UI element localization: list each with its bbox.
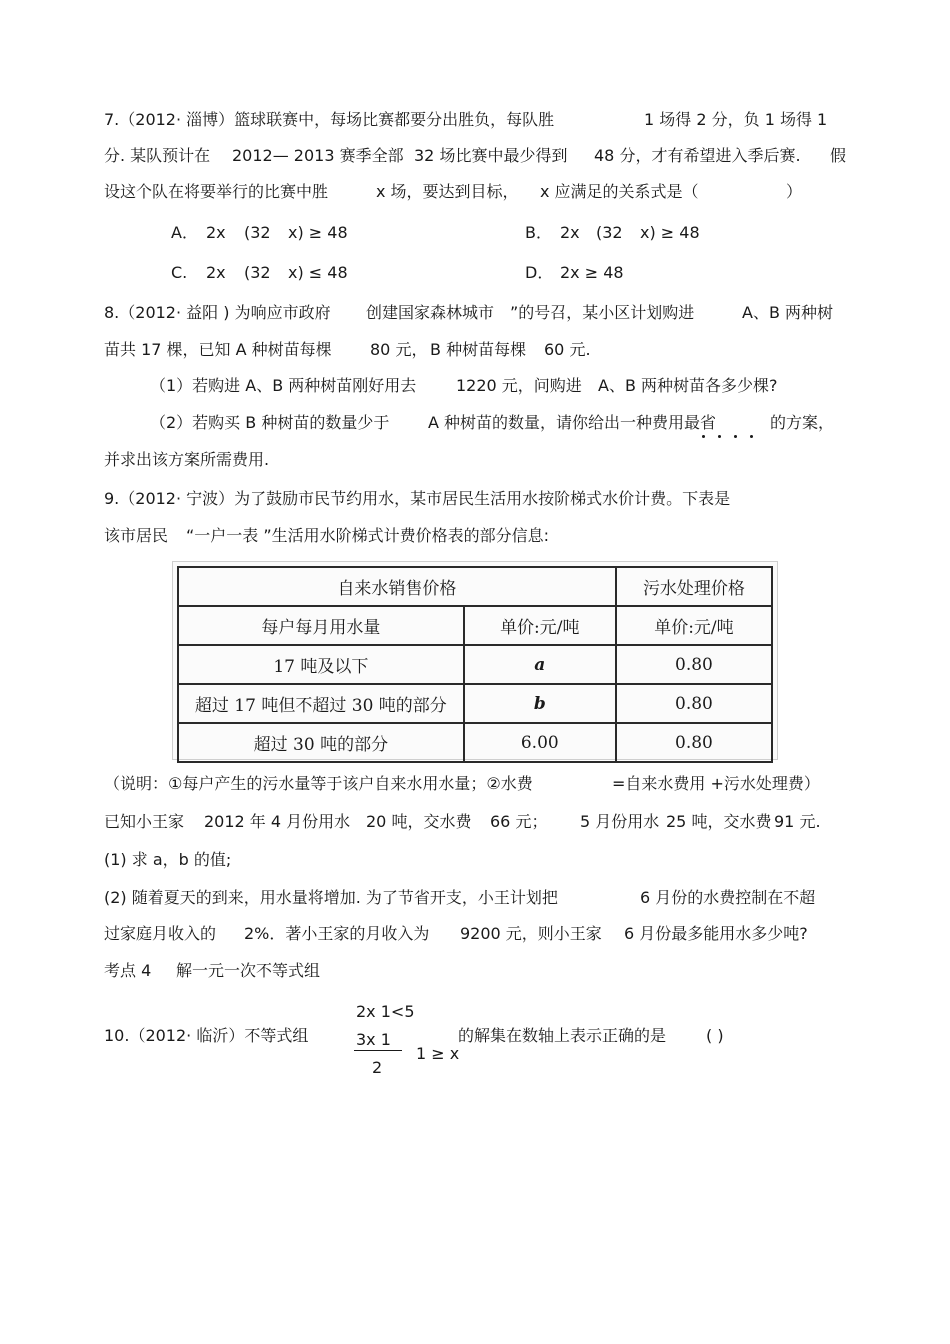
q10-stem: 10.（2012· 临沂）不等式组 (104, 1026, 309, 1045)
q7-option-c-expr1: 2x (206, 263, 226, 282)
q7-line3-c: x 应满足的关系式是（ (540, 182, 699, 201)
emphasis-dot (750, 435, 753, 438)
q7-line2-e: 假 (830, 146, 847, 165)
q7-line3-a: 设这个队在将要举行的比赛中胜 (104, 182, 329, 201)
q9-part2-cont-b: 2%．著小王家的月收入为 (244, 924, 430, 943)
table-cell-sewage: 0.80 (616, 684, 772, 723)
inequality-2-denominator: 2 (372, 1058, 383, 1077)
q7-line3-b: x 场，要达到目标， (376, 182, 519, 201)
q7-line1-a: 7.（2012· 淄博）篮球联赛中，每场比赛都要分出胜负，每队胜 (104, 110, 555, 129)
q7-line2-c: 32 场比赛中最少得到 (414, 146, 568, 165)
table-cell-price: 6.00 (464, 723, 616, 762)
table-cell-usage: 超过 17 吨但不超过 30 吨的部分 (178, 684, 464, 723)
q9-part2-a: (2) 随着夏天的到来，用水量将增加. 为了节省开支，小王计划把 (104, 888, 558, 907)
q8-part1-a: （1）若购进 A、B 两种树苗刚好用去 (150, 376, 417, 395)
emphasis-dot (718, 435, 721, 438)
q9-note-b: =自来水费用 +污水处理费） (612, 774, 820, 793)
q8-part2-a: （2）若购买 B 种树苗的数量少于 (150, 413, 390, 432)
q8-line1-c: ”的号召，某小区计划购进 (510, 303, 695, 322)
table-cell-sewage: 0.80 (616, 723, 772, 762)
q7-line2-d: 48 分，才有希望进入季后赛. (594, 146, 801, 165)
emphasis-dot (702, 435, 705, 438)
q8-line2-b: 80 元， (370, 340, 428, 359)
section-label: 考点 4 (104, 961, 152, 980)
inequality-2-rhs: 1 ≥ x (416, 1044, 460, 1063)
q7-option-c-key: C. (171, 263, 188, 282)
q9-line1: 9.（2012· 宁波）为了鼓励市民节约用水，某市居民生活用水按阶梯式水价计费。下表是 (104, 489, 731, 508)
q7-option-b-key: B． (525, 223, 552, 242)
table-cell-price: b (464, 684, 616, 723)
q9-given-d: 66 元； (490, 812, 548, 831)
table-cell-usage: 超过 30 吨的部分 (178, 723, 464, 762)
q9-line2-b: “一户一表 ”生活用水阶梯式计费价格表的部分信息: (186, 526, 550, 545)
q7-option-d-key: D． (525, 263, 554, 282)
q7-option-a-expr1: 2x (206, 223, 226, 242)
q9-given-a: 已知小王家 (104, 812, 185, 831)
q7-option-c-expr3: x) ≤ 48 (288, 263, 348, 282)
table-row (178, 723, 772, 762)
q9-given-c: 20 吨，交水费 (366, 812, 472, 831)
table-row (178, 684, 772, 723)
q9-part1: (1) 求 a，b 的值; (104, 850, 232, 869)
q8-line2-a: 苗共 17 棵，已知 A 种树苗每棵 (104, 340, 332, 359)
q8-part1-c: A、B 两种树苗各多少棵? (598, 376, 778, 395)
table-cell-sewage: 0.80 (616, 645, 772, 684)
q10-tail: 的解集在数轴上表示正确的是 (458, 1026, 667, 1045)
q7-option-c-expr2: (32 (244, 263, 271, 282)
table-subheader-unit-price: 单价:元/吨 (464, 606, 616, 645)
q8-line2-c: B 种树苗每棵 (430, 340, 527, 359)
q9-given-e: 5 月份用水 (580, 812, 660, 831)
emphasis-dot (734, 435, 737, 438)
q8-line2-d: 60 元. (544, 340, 591, 359)
q8-line1-d: A、B 两种树 (742, 303, 834, 322)
water-price-table (172, 561, 778, 760)
q7-line3-d: ） (786, 182, 803, 201)
table-subheader-sewage-price: 单价:元/吨 (616, 606, 772, 645)
q9-note-a: （说明：①每户产生的污水量等于该户自来水用水量；②水费 (104, 774, 533, 793)
q7-line1-b: 1 场得 2 分，负 1 场得 1 (644, 110, 828, 129)
q9-line2-a: 该市居民 (104, 526, 169, 545)
answer-bracket: ( ) (706, 1026, 724, 1045)
q7-line2-b: 2012— 2013 赛季全部 (232, 146, 404, 165)
table-header-sewage: 污水处理价格 (616, 567, 772, 606)
q8-part2-c: 的方案， (770, 413, 835, 432)
q7-option-b-expr1: 2x (560, 223, 580, 242)
q9-part2-b: 6 月份的水费控制在不超 (640, 888, 816, 907)
inequality-1: 2x 1<5 (356, 1002, 415, 1021)
fraction-bar (354, 1050, 402, 1051)
table-row (178, 645, 772, 684)
q9-given-b: 2012 年 4 月份用水 (204, 812, 351, 831)
q8-line1-b: 创建国家森林城市 (366, 303, 495, 322)
section-title: 解一元一次不等式组 (176, 961, 321, 980)
q7-option-d-expr: 2x ≥ 48 (560, 263, 624, 282)
q7-option-b-expr3: x) ≥ 48 (640, 223, 700, 242)
q7-option-a-expr2: (32 (244, 223, 271, 242)
table-header-tap-water: 自来水销售价格 (178, 567, 616, 606)
inequality-2-numerator: 3x 1 (356, 1030, 391, 1049)
q8-part1-b: 1220 元，问购进 (456, 376, 582, 395)
table-cell-price: a (464, 645, 616, 684)
table-subheader-usage: 每户每月用水量 (178, 606, 464, 645)
q9-part2-cont-d: 6 月份最多能用水多少吨? (624, 924, 808, 943)
q7-line2-a: 分. 某队预计在 (104, 146, 211, 165)
q9-part2-cont-a: 过家庭月收入的 (104, 924, 217, 943)
q8-part2-b: A 种树苗的数量，请你给出一种费用最省 (428, 413, 717, 432)
q8-part2-cont: 并求出该方案所需费用. (104, 450, 270, 469)
q7-option-b-expr2: (32 (596, 223, 623, 242)
q9-given-g: 91 元. (774, 812, 821, 831)
q9-given-f: 25 吨，交水费 (666, 812, 772, 831)
table-cell-usage: 17 吨及以下 (178, 645, 464, 684)
q8-line1-a: 8.（2012· 益阳 ) 为响应市政府 (104, 303, 331, 322)
q9-part2-cont-c: 9200 元，则小王家 (460, 924, 602, 943)
q7-option-a-key: A． (171, 223, 198, 242)
q7-option-a-expr3: x) ≥ 48 (288, 223, 348, 242)
